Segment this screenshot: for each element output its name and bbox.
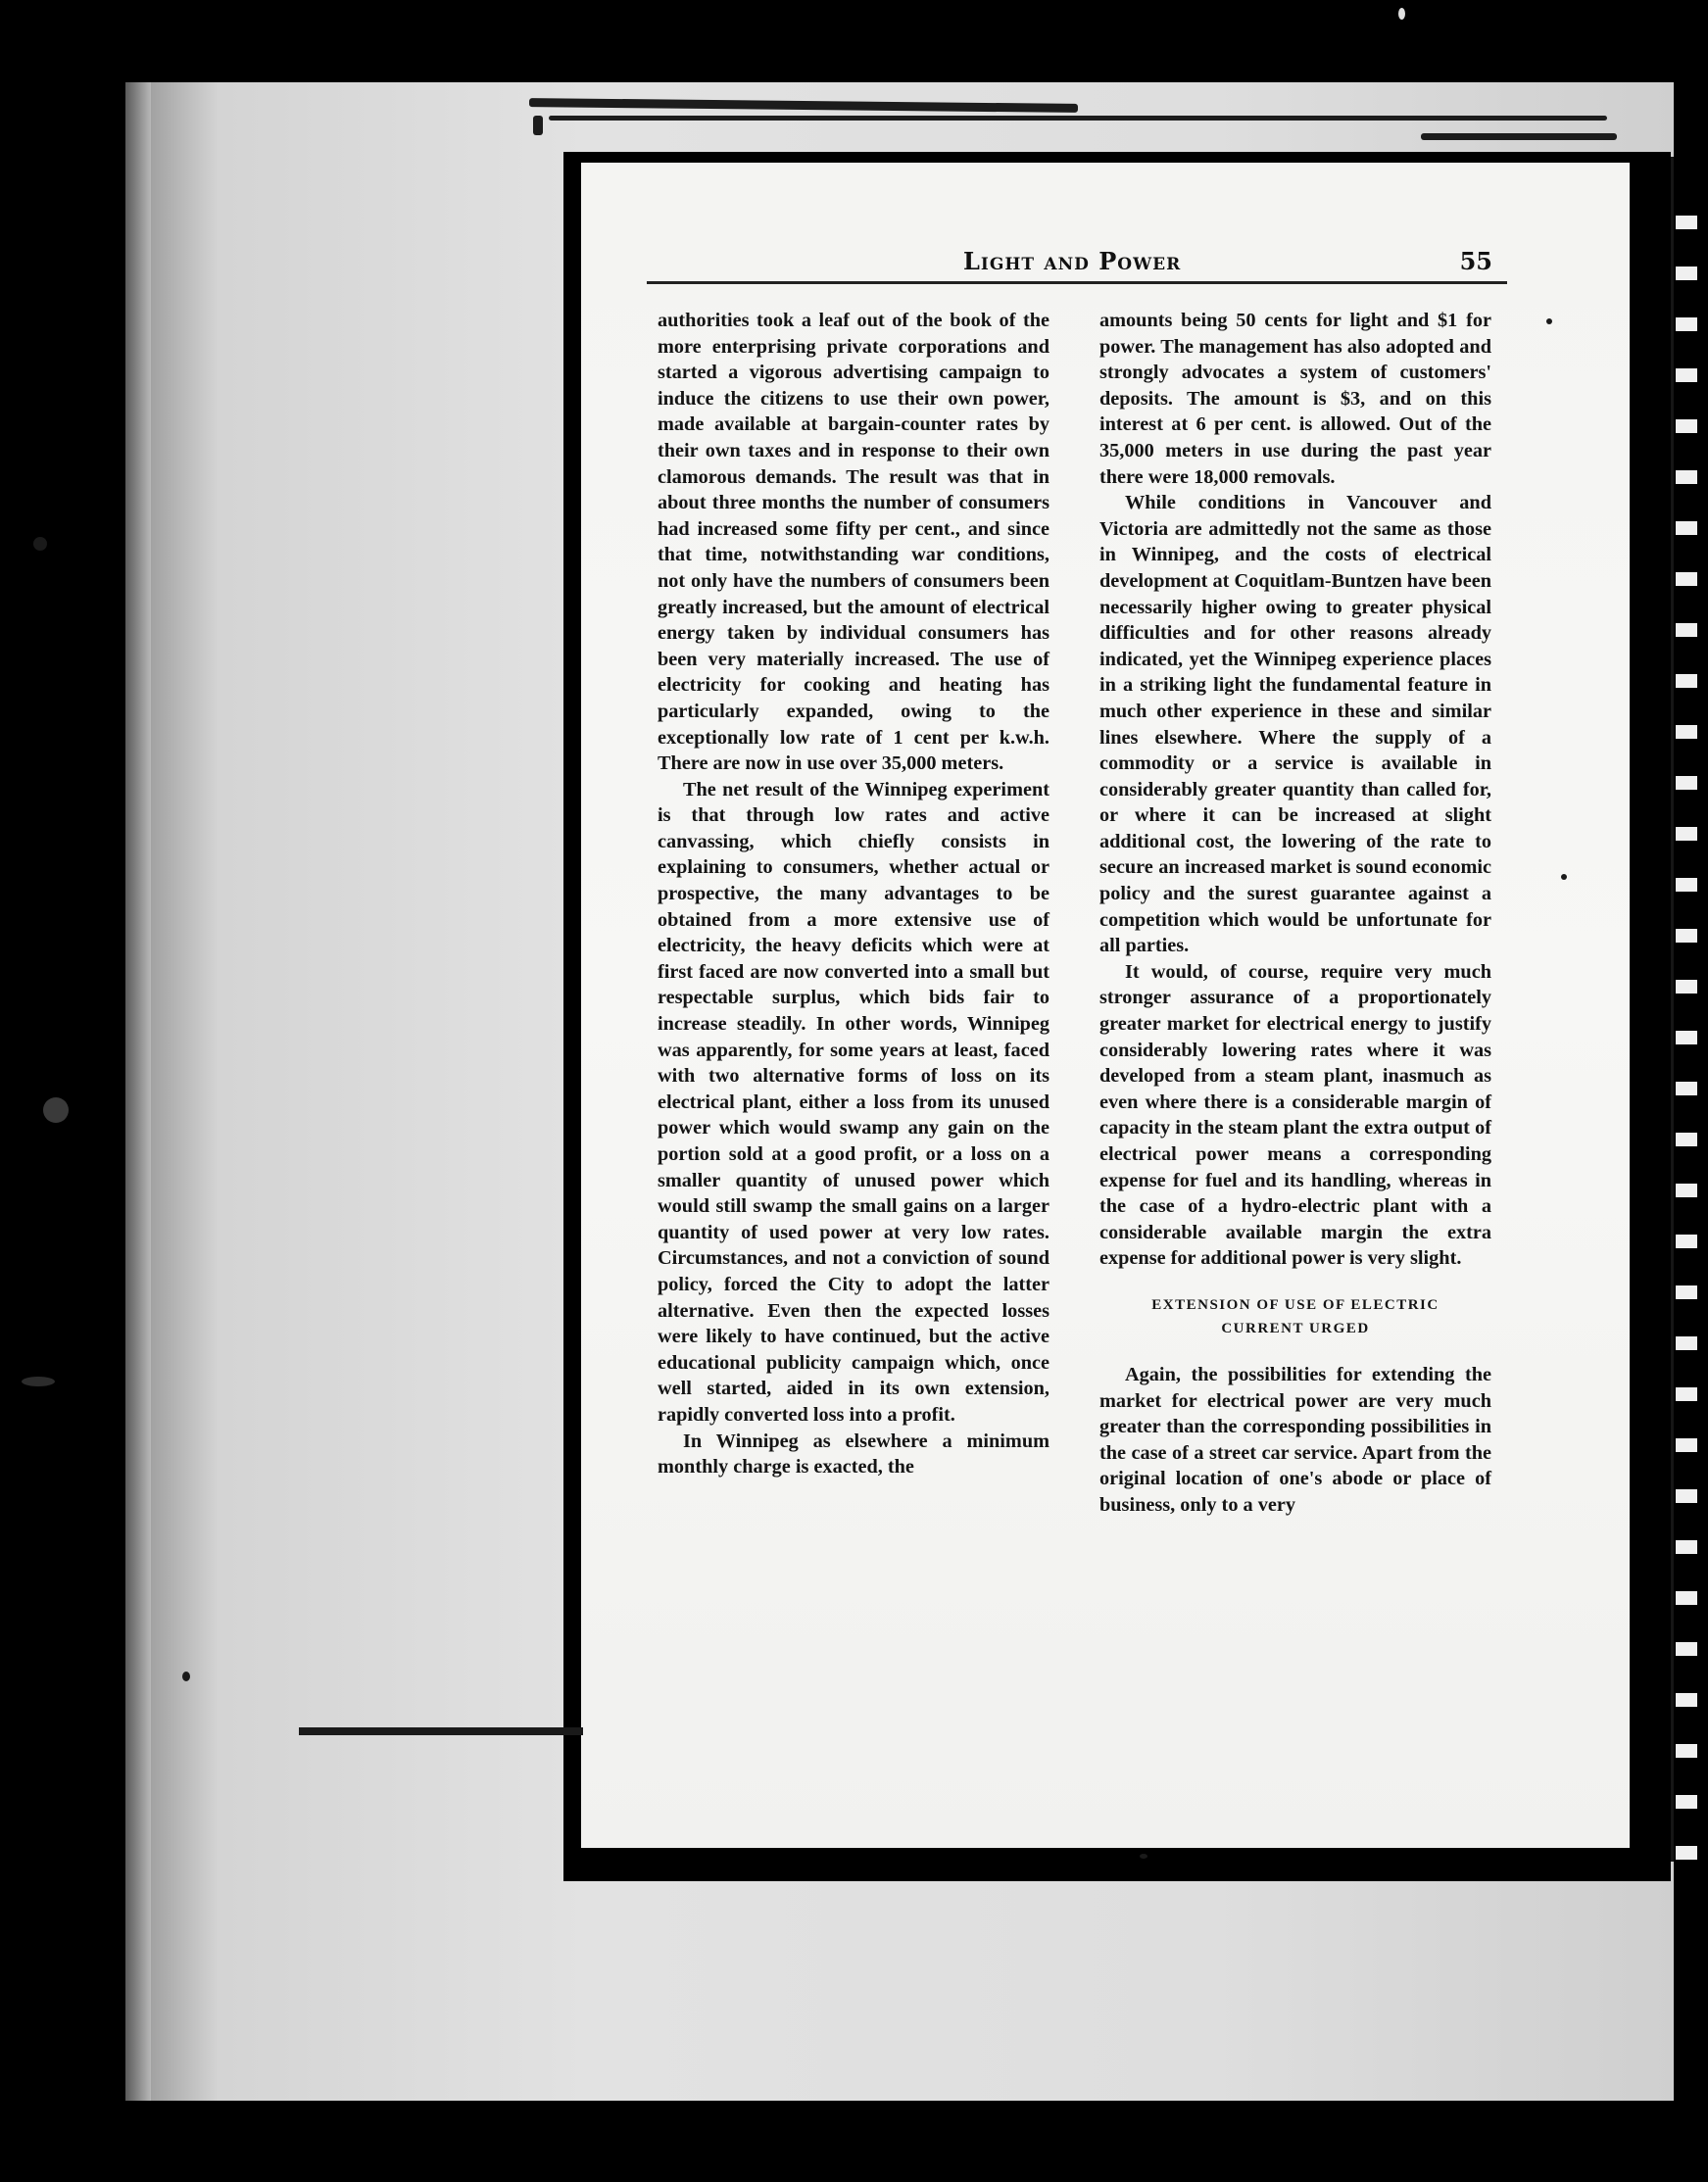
dust-speck	[182, 1672, 190, 1681]
running-head	[669, 242, 1492, 281]
paragraph: The net result of the Winnipeg experiment is that through low rates and active canvassing, which chiefly consists in explaining to consumers, whether actual or prospective, the many advantages to be obtained from a more extensive use of electricity, the heavy deficits which were at first faced are now converted into a small but respectable surplus, which bids fair to increase steadily. In other words, Winnipeg was apparently, for some years at least, faced with two alternative forms of loss on its electrical plant, either a loss from its unused power which would swamp any gain on the portion sold at a good profit, or a loss on a smaller quantity of unused power which would still swamp the small gains on a larger quantity of used power at very low rates. Circumstances, and not a conviction of sound policy, forced the City to adopt the latter alternative. Even then the expected losses were likely to have continued, but the active educational publicity campaign which, once well started, aided in its own extension, rapidly converted loss into a profit.	[658, 778, 1049, 1426]
running-title: Light and Power	[963, 247, 1182, 275]
top-smudge-rule	[533, 116, 543, 135]
dust-speck	[1561, 874, 1567, 880]
paragraph: amounts being 50 cents for light and $1 for power. The management has also adopted and strongly advocates a system of customers' deposits. The amount is $3, and on this interest at 6 per cent. is allowed. Out of the 35,000 meters in use during the past year there were 18,000 removals.	[1099, 310, 1491, 488]
paragraph: authorities took a leaf out of the book of the more enterprising private corporations and started a vigorous advertising campaign to induce the citizens to use their own power, made available at bargain-counter rates by their own taxes and in response to their own clamorous demands. The result was that in about three months the number of consumers had increased some fifty per cent., and since that time, notwithstanding war conditions, not only have the numbers of consumers been greatly increased, but the amount of electrical energy taken by individual consumers has been very materially increased. The use of electricity for cooking and heating has particularly expanded, owing to the exceptionally low rate of 1 cent per k.w.h. There are now in use over 35,000 meters.	[658, 310, 1049, 775]
bottom-smudge-rule	[299, 1727, 583, 1735]
page-number: 55	[1459, 247, 1492, 275]
header-rule	[647, 281, 1507, 284]
dust-speck	[1140, 1854, 1147, 1859]
top-smudge-rule	[1421, 133, 1617, 140]
dust-speck	[1546, 318, 1552, 324]
section-heading-line: EXTENSION OF USE OF ELECTRIC	[1151, 1296, 1440, 1313]
film-perforations	[1666, 216, 1708, 1881]
dust-speck	[1398, 8, 1405, 20]
section-heading	[1099, 1293, 1491, 1340]
paragraph: In Winnipeg as elsewhere a minimum monthly charge is exacted, the	[658, 1430, 1049, 1479]
paragraph: Again, the possibilities for extending the market for electrical power are very much greater than the corresponding possibilities in the case of a street car service. Apart from the original location of one's abode or place of business, only to a very	[1099, 1363, 1491, 1516]
paragraph: While conditions in Vancouver and Victoria are admittedly not the same as those in Winnipeg, and the costs of electrical development at Coquitlam-Buntzen have been necessarily higher owing to greater physical difficulties and for other reasons already indicated, yet the Winnipeg experience places in a striking light the fundamental feature in much other experience in these and similar lines elsewhere. Where the supply of a commodity or a service is available in considerably greater quantity than called for, or where it can be increased at slight additional cost, the lowering of the rate to secure an increased market is sound economic policy and the surest guarantee against a competition which would be unfortunate for all parties.	[1099, 492, 1491, 957]
section-heading-line: CURRENT URGED	[1221, 1320, 1370, 1336]
top-smudge-rule	[549, 116, 1607, 121]
dust-speck	[43, 1097, 69, 1123]
dust-speck	[22, 1377, 55, 1386]
frame-left-edge	[125, 82, 151, 2101]
right-column	[1099, 308, 1491, 1519]
paragraph: It would, of course, require very much stronger assurance of a proportionately greater market for electrical energy to justify considerably lowering rates where it was developed from a steam plant, inasmuch as even where there is a considerable margin of capacity in the steam plant the extra output of electrical power means a corresponding expense for fuel and its handling, whereas in the case of a hydro-electric plant with a considerable available margin the extra expense for additional power is very slight.	[1099, 960, 1491, 1270]
left-column	[658, 308, 1049, 1480]
dust-speck	[33, 537, 47, 551]
